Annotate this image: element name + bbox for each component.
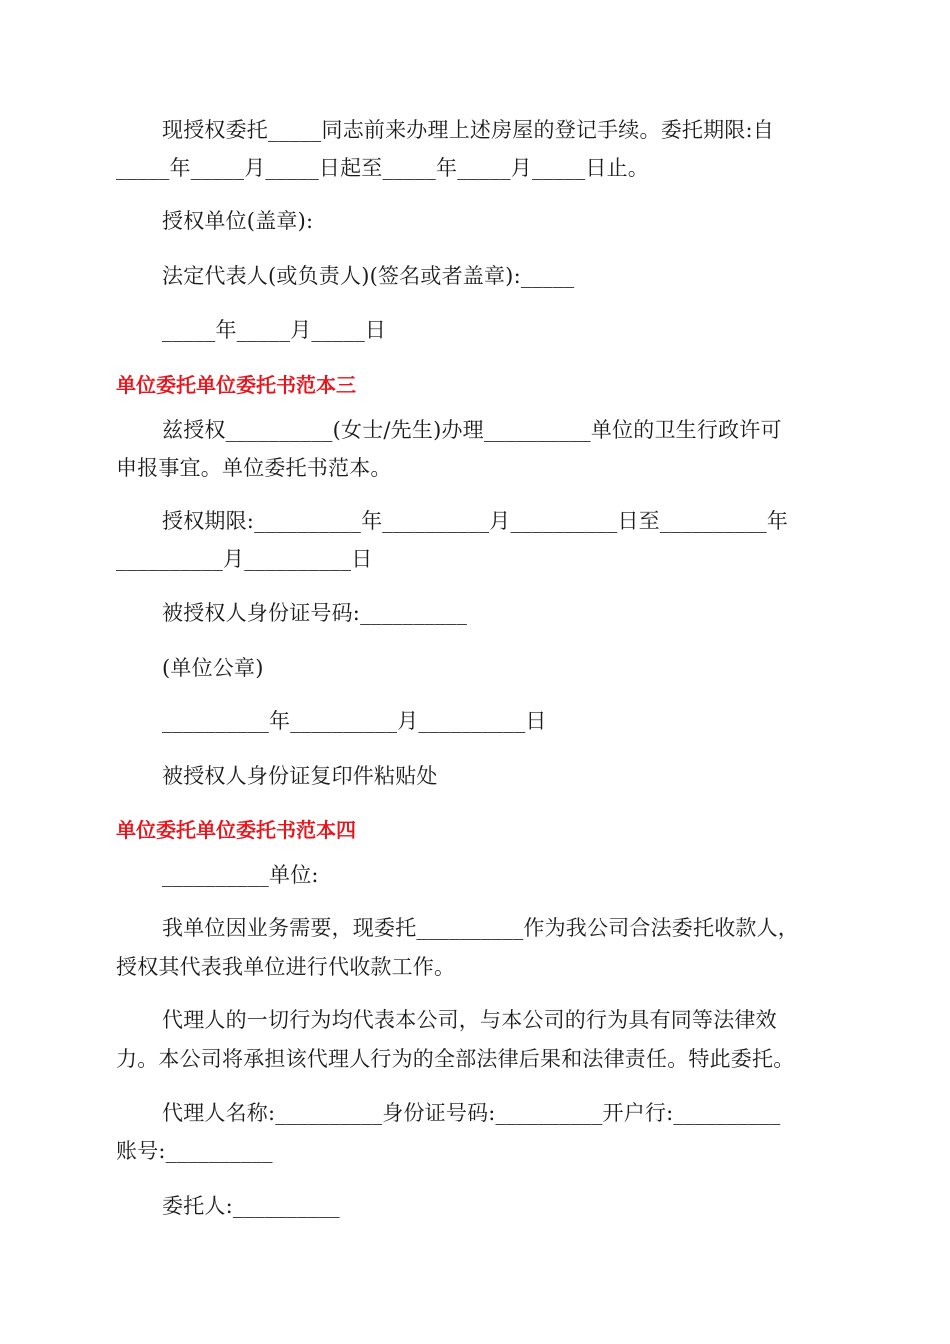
agent-info-line-1: 代理人名称:__________身份证号码:__________开户行:__________	[162, 1101, 781, 1125]
authorization-paragraph-line-1: 现授权委托_____同志前来办理上述房屋的登记手续。委托期限:自	[162, 118, 774, 142]
authorization-period-line-2: __________月__________日	[116, 547, 373, 571]
section-three-paragraph-line-2: 申报事宜。单位委托书范本。	[116, 456, 392, 480]
section-three-date-line: __________年__________月__________日	[162, 709, 547, 733]
authorizing-unit-seal-line: 授权单位(盖章):	[162, 209, 314, 233]
principal-signature-line: 委托人:__________	[162, 1194, 340, 1218]
section-heading-three: 单位委托单位委托书范本三	[116, 373, 356, 397]
section-heading-four: 单位委托单位委托书范本四	[116, 818, 356, 842]
agent-info-line-2: 账号:__________	[116, 1139, 273, 1163]
authorization-period-line-1: 授权期限:__________年__________月__________日至__________年	[162, 509, 789, 533]
authorization-paragraph-line-2: _____年_____月_____日起至_____年_____月_____日止。	[116, 156, 649, 180]
date-line: _____年_____月_____日	[162, 318, 387, 342]
authorized-person-id-line: 被授权人身份证号码:__________	[162, 601, 468, 625]
section-four-paragraph-1-line-2: 授权其代表我单位进行代收款工作。	[116, 955, 456, 979]
section-four-paragraph-1-line-1: 我单位因业务需要，现委托__________作为我公司合法委托收款人，	[162, 916, 799, 940]
id-copy-paste-area-label: 被授权人身份证复印件粘贴处	[162, 764, 438, 788]
section-four-paragraph-2-line-1: 代理人的一切行为均代表本公司，与本公司的行为具有同等法律效	[162, 1008, 777, 1032]
section-three-paragraph-line-1: 兹授权__________(女士/先生)办理__________单位的卫生行政许可	[162, 418, 782, 442]
addressee-line: __________单位:	[162, 863, 319, 887]
section-four-paragraph-2-line-2: 力。本公司将承担该代理人行为的全部法律后果和法律责任。特此委托。	[116, 1047, 795, 1071]
unit-seal-line: (单位公章)	[162, 656, 264, 680]
legal-representative-line: 法定代表人(或负责人)(签名或者盖章):_____	[162, 264, 575, 288]
